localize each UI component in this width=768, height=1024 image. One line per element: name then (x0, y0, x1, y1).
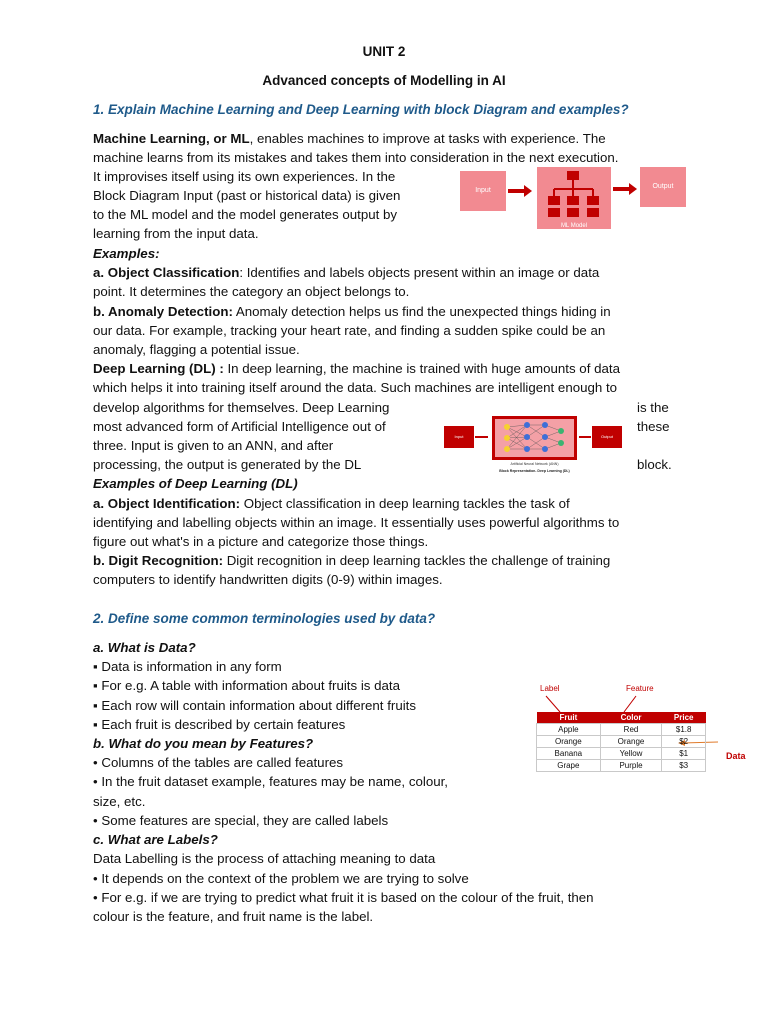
ml-line-3: It improvises itself using its own experiences. In the (93, 169, 396, 184)
table-cell: $2 (662, 736, 706, 748)
ex-b-line-3: anomaly, flagging a potential issue. (93, 342, 300, 357)
table-cell: Yellow (600, 748, 662, 760)
ex-b-text: Anomaly detection helps us find the unexpected things hiding in (232, 304, 611, 319)
ml-line-1 (93, 129, 606, 148)
dl-a-text: Object classification in deep learning tackles the task of (240, 496, 570, 511)
fruit-table (536, 712, 706, 772)
dl-diagram-ann-label: Artificial Neural Network (ANN) (510, 462, 559, 466)
dl-diagram-caption: Block Representation- Deep Learning (DL) (499, 469, 570, 473)
ex-b-term: b. Anomaly Detection: (93, 304, 233, 319)
table-cell: Red (600, 724, 662, 736)
dl-term: Deep Learning (DL) : (93, 361, 224, 376)
table-cell: $1.8 (662, 724, 706, 736)
color-column-header: Color (600, 712, 662, 724)
ml-line-6: learning from the input data. (93, 226, 259, 241)
ml-text: , enables machines to improve at tasks with experience. The (249, 131, 606, 146)
dl-b-term: b. Digit Recognition: (93, 553, 223, 568)
data-tag: Data (726, 751, 746, 761)
table-cell: Grape (537, 760, 601, 772)
ex-a-text: : Identifies and labels objects present within an image or data (239, 265, 600, 280)
labels-heading: c. What are Labels? (93, 832, 218, 847)
ml-term: Machine Learning, or ML (93, 131, 250, 146)
data-bullet-3: ▪ Each row will contain information about different fruits (93, 698, 417, 713)
labels-line-2: • It depends on the context of the problem we are trying to solve (93, 871, 469, 886)
ml-line-2: machine learns from its mistakes and takes them into consideration in the next execution. (93, 150, 619, 165)
dl-line-3: develop algorithms for themselves. Deep Learning (93, 400, 390, 415)
ml-line-4: Block Diagram Input (past or historical data) is given (93, 188, 401, 203)
dl-line-3-end: is the (637, 400, 669, 415)
unit-heading: UNIT 2 (362, 44, 406, 59)
dl-diagram-ann (492, 416, 577, 460)
ex-a-line-2: point. It determines the category an object belongs to. (93, 284, 410, 299)
label-tag: Label (540, 684, 560, 693)
dl-b-text: Digit recognition in deep learning tackles the challenge of training (223, 553, 611, 568)
labels-line-4: colour is the feature, and fruit name is the label. (93, 909, 374, 924)
arrowhead-icon (629, 183, 637, 195)
features-bullet-4: • Some features are special, they are called labels (93, 813, 389, 828)
ml-line-5: to the ML model and the model generates output by (93, 207, 398, 222)
dl-examples-heading: Examples of Deep Learning (DL) (93, 476, 298, 491)
table-cell: Apple (537, 724, 601, 736)
examples-heading: Examples: (93, 246, 160, 261)
features-heading: b. What do you mean by Features? (93, 736, 314, 751)
data-bullet-4: ▪ Each fruit is described by certain features (93, 717, 346, 732)
ml-diagram-input: Input (460, 171, 506, 211)
ml-diagram-model (537, 167, 611, 229)
table-cell: Orange (600, 736, 662, 748)
dl-block-diagram (442, 410, 632, 472)
table-cell: Purple (600, 760, 662, 772)
dl-line-1 (93, 359, 620, 378)
question-1: 1. Explain Machine Learning and Deep Learning with block Diagram and examples? (93, 102, 629, 117)
arrowhead-icon (524, 185, 532, 197)
price-column-header: Price (662, 712, 706, 724)
data-bullet-2: ▪ For e.g. A table with information about fruits is data (93, 678, 401, 693)
dl-line-6-end: block. (637, 457, 672, 472)
table-cell: Banana (537, 748, 601, 760)
ex-b-line-2: our data. For example, tracking your heart rate, and finding a sudden spike could be an (93, 323, 606, 338)
dl-a-line-2: identifying and labelling objects within an image. It essentially uses powerful algorithms to (93, 515, 620, 530)
dl-line-6: processing, the output is generated by the DL (93, 457, 362, 472)
labels-line-3: • For e.g. if we are trying to predict what fruit it is based on the colour of the fruit, then (93, 890, 594, 905)
ml-diagram-model-label: ML Model (560, 223, 588, 229)
ex-b-line-1 (93, 302, 611, 321)
dl-b-line-1 (93, 551, 610, 570)
dl-line-2: which helps it into training itself around the data. Such machines are intelligent enough to (93, 380, 618, 395)
fruit-column-header: Fruit (537, 712, 601, 724)
dl-a-line-1 (93, 494, 570, 513)
labels-line-1: Data Labelling is the process of attaching meaning to data (93, 851, 436, 866)
question-2: 2. Define some common terminologies used by data? (93, 611, 436, 626)
table-row (537, 736, 706, 748)
arrow-icon (475, 436, 488, 438)
features-bullet-3: size, etc. (93, 794, 146, 809)
table-cell: Orange (537, 736, 601, 748)
dl-a-term: a. Object Identification: (93, 496, 241, 511)
table-row (537, 760, 706, 772)
ex-a-term: a. Object Classification (93, 265, 240, 280)
dl-diagram-output: Output (592, 426, 622, 448)
features-bullet-2: • In the fruit dataset example, features may be name, colour, (93, 774, 448, 789)
dl-diagram-input: Input (444, 426, 474, 448)
ml-diagram-output: Output (640, 167, 686, 207)
neural-network-icon (495, 419, 574, 457)
table-row (537, 724, 706, 736)
ex-a-line-1 (93, 263, 599, 282)
dl-line-4: most advanced form of Artificial Intelligence out of (93, 419, 386, 434)
feature-tag: Feature (626, 684, 654, 693)
arrow-icon (579, 436, 591, 438)
dl-a-line-3: figure out what's in a picture and categorize those things. (93, 534, 429, 549)
table-cell: $3 (662, 760, 706, 772)
dl-text: In deep learning, the machine is trained with huge amounts of data (223, 361, 620, 376)
features-bullet-1: • Columns of the tables are called features (93, 755, 344, 770)
page-title: Advanced concepts of Modelling in AI (262, 73, 506, 88)
org-chart-icon (537, 167, 611, 229)
dl-b-line-2: computers to identify handwritten digits (0-9) within images. (93, 572, 443, 587)
dl-line-4-end: these (637, 419, 670, 434)
data-bullet-1: ▪ Data is information in any form (93, 659, 282, 674)
dl-line-5: three. Input is given to an ANN, and after (93, 438, 334, 453)
table-cell: $1 (662, 748, 706, 760)
data-heading: a. What is Data? (93, 640, 196, 655)
table-row (537, 748, 706, 760)
